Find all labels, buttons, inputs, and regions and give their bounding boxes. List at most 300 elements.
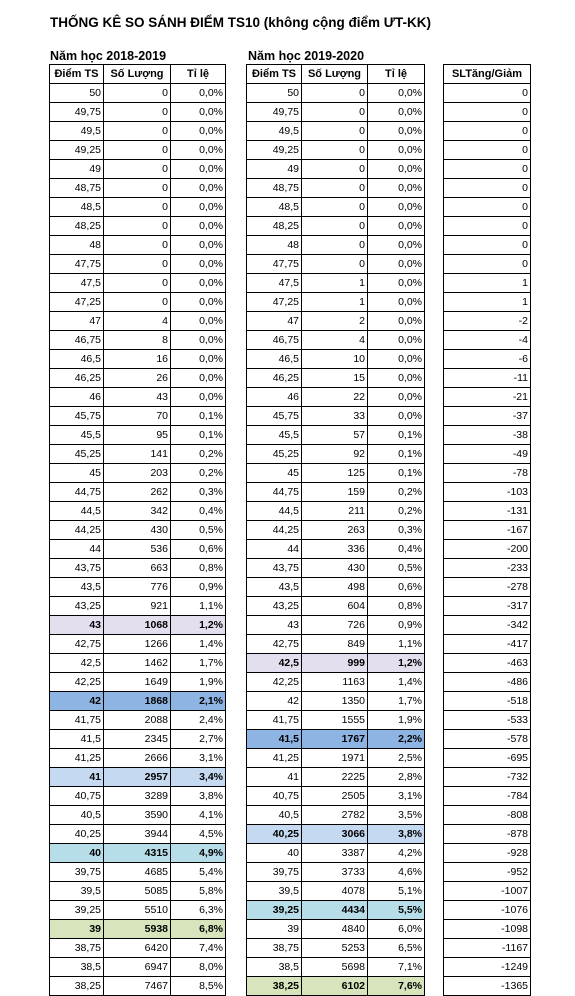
ratio-cell: 0,0% <box>368 179 425 198</box>
change-cell: 1 <box>444 293 531 312</box>
table-row <box>50 160 226 179</box>
table-row <box>444 901 531 920</box>
count-cell: 1649 <box>104 673 171 692</box>
count-cell: 125 <box>302 464 368 483</box>
header-ti-le: Tỉ lệ <box>171 65 226 84</box>
change-cell: -518 <box>444 692 531 711</box>
table-row <box>444 616 531 635</box>
count-cell: 0 <box>104 160 171 179</box>
table-row <box>50 578 226 597</box>
table-row <box>50 445 226 464</box>
ratio-cell: 2,4% <box>171 711 226 730</box>
table-row <box>247 236 425 255</box>
table-row <box>50 901 226 920</box>
table-row <box>50 787 226 806</box>
count-cell: 0 <box>104 179 171 198</box>
table-row <box>247 122 425 141</box>
table-row <box>444 711 531 730</box>
count-cell: 8 <box>104 331 171 350</box>
ratio-cell: 2,5% <box>368 749 425 768</box>
score-cell: 47 <box>50 312 104 331</box>
count-cell: 4315 <box>104 844 171 863</box>
ratio-cell: 0,9% <box>171 578 226 597</box>
count-cell: 70 <box>104 407 171 426</box>
score-cell: 44,75 <box>247 483 302 502</box>
score-cell: 39 <box>50 920 104 939</box>
count-cell: 336 <box>302 540 368 559</box>
score-cell: 44 <box>247 540 302 559</box>
table-2019-2020 <box>246 64 425 996</box>
table-row <box>247 711 425 730</box>
table-row <box>247 844 425 863</box>
table-row <box>247 692 425 711</box>
table-row <box>444 502 531 521</box>
ratio-cell: 0,0% <box>171 141 226 160</box>
table-row <box>444 350 531 369</box>
header-so-luong: Số Lượng <box>302 65 368 84</box>
ratio-cell: 0,0% <box>171 236 226 255</box>
table-row <box>50 179 226 198</box>
change-cell: -928 <box>444 844 531 863</box>
ratio-cell: 1,2% <box>171 616 226 635</box>
score-cell: 45,75 <box>247 407 302 426</box>
score-cell: 38,75 <box>50 939 104 958</box>
table-row <box>50 84 226 103</box>
ratio-cell: 0,8% <box>171 559 226 578</box>
table-row <box>50 521 226 540</box>
table-row <box>444 559 531 578</box>
table-row <box>444 578 531 597</box>
ratio-cell: 8,5% <box>171 977 226 996</box>
ratio-cell: 0,0% <box>171 369 226 388</box>
ratio-cell: 0,0% <box>368 255 425 274</box>
ratio-cell: 0,0% <box>171 103 226 122</box>
score-cell: 38,25 <box>50 977 104 996</box>
count-cell: 3590 <box>104 806 171 825</box>
score-cell: 44,75 <box>50 483 104 502</box>
table-row <box>247 806 425 825</box>
ratio-cell: 0,0% <box>368 103 425 122</box>
table-row <box>444 958 531 977</box>
count-cell: 0 <box>104 84 171 103</box>
score-cell: 46,75 <box>50 331 104 350</box>
score-cell: 40,25 <box>50 825 104 844</box>
change-cell: 0 <box>444 179 531 198</box>
ratio-cell: 0,2% <box>171 464 226 483</box>
table-row <box>247 255 425 274</box>
ratio-cell: 0,0% <box>368 293 425 312</box>
ratio-cell: 0,1% <box>368 464 425 483</box>
ratio-cell: 0,0% <box>171 84 226 103</box>
table-row <box>50 768 226 787</box>
table-row <box>444 692 531 711</box>
score-cell: 46,25 <box>50 369 104 388</box>
change-cell: 0 <box>444 236 531 255</box>
table-row <box>247 483 425 502</box>
table-row <box>444 673 531 692</box>
table-row <box>247 635 425 654</box>
table-row <box>247 654 425 673</box>
count-cell: 0 <box>302 141 368 160</box>
ratio-cell: 0,0% <box>171 388 226 407</box>
count-cell: 2666 <box>104 749 171 768</box>
score-cell: 48 <box>247 236 302 255</box>
count-cell: 4434 <box>302 901 368 920</box>
count-cell: 10 <box>302 350 368 369</box>
change-cell: -38 <box>444 426 531 445</box>
count-cell: 498 <box>302 578 368 597</box>
table-row <box>247 977 425 996</box>
count-cell: 726 <box>302 616 368 635</box>
count-cell: 22 <box>302 388 368 407</box>
score-cell: 48,75 <box>50 179 104 198</box>
count-cell: 0 <box>104 141 171 160</box>
table-row <box>247 768 425 787</box>
count-cell: 1767 <box>302 730 368 749</box>
change-cell: -103 <box>444 483 531 502</box>
change-cell: -342 <box>444 616 531 635</box>
ratio-cell: 0,5% <box>368 559 425 578</box>
count-cell: 1 <box>302 274 368 293</box>
ratio-cell: 0,0% <box>368 84 425 103</box>
table-row <box>50 141 226 160</box>
ratio-cell: 6,5% <box>368 939 425 958</box>
count-cell: 5938 <box>104 920 171 939</box>
count-cell: 3066 <box>302 825 368 844</box>
count-cell: 5510 <box>104 901 171 920</box>
count-cell: 33 <box>302 407 368 426</box>
count-cell: 663 <box>104 559 171 578</box>
table-row <box>444 483 531 502</box>
ratio-cell: 0,1% <box>171 426 226 445</box>
table-row <box>50 597 226 616</box>
change-cell: -200 <box>444 540 531 559</box>
table-row <box>50 939 226 958</box>
ratio-cell: 0,0% <box>171 198 226 217</box>
table-row <box>444 160 531 179</box>
count-cell: 0 <box>104 122 171 141</box>
table-row <box>444 540 531 559</box>
score-cell: 46,5 <box>247 350 302 369</box>
ratio-cell: 4,1% <box>171 806 226 825</box>
change-cell: -167 <box>444 521 531 540</box>
change-cell: -131 <box>444 502 531 521</box>
score-cell: 44,5 <box>247 502 302 521</box>
table-row <box>247 597 425 616</box>
table-row <box>50 331 226 350</box>
table-row <box>444 749 531 768</box>
table-row <box>247 426 425 445</box>
count-cell: 7467 <box>104 977 171 996</box>
change-cell: -533 <box>444 711 531 730</box>
count-cell: 4840 <box>302 920 368 939</box>
count-cell: 211 <box>302 502 368 521</box>
score-cell: 43 <box>50 616 104 635</box>
score-cell: 47,5 <box>50 274 104 293</box>
ratio-cell: 0,6% <box>368 578 425 597</box>
score-cell: 49,75 <box>247 103 302 122</box>
table-row <box>50 540 226 559</box>
score-cell: 43 <box>247 616 302 635</box>
ratio-cell: 0,5% <box>171 521 226 540</box>
ratio-cell: 0,2% <box>171 445 226 464</box>
count-cell: 43 <box>104 388 171 407</box>
score-cell: 44,25 <box>247 521 302 540</box>
table-row <box>247 217 425 236</box>
table-row <box>444 369 531 388</box>
score-cell: 41 <box>50 768 104 787</box>
table-row <box>50 749 226 768</box>
score-cell: 41 <box>247 768 302 787</box>
score-cell: 44,5 <box>50 502 104 521</box>
count-cell: 3944 <box>104 825 171 844</box>
ratio-cell: 7,4% <box>171 939 226 958</box>
change-cell: -1167 <box>444 939 531 958</box>
table-row <box>247 369 425 388</box>
table-row <box>50 692 226 711</box>
count-cell: 0 <box>302 160 368 179</box>
change-cell: -78 <box>444 464 531 483</box>
table-row <box>444 293 531 312</box>
score-cell: 41,75 <box>247 711 302 730</box>
ratio-cell: 5,8% <box>171 882 226 901</box>
table-row <box>50 730 226 749</box>
table-row <box>444 882 531 901</box>
ratio-cell: 0,9% <box>368 616 425 635</box>
ratio-cell: 1,4% <box>171 635 226 654</box>
change-cell: -578 <box>444 730 531 749</box>
table-row <box>50 274 226 293</box>
count-cell: 1163 <box>302 673 368 692</box>
ratio-cell: 0,0% <box>368 217 425 236</box>
score-cell: 47,75 <box>247 255 302 274</box>
ratio-cell: 6,8% <box>171 920 226 939</box>
change-cell: -417 <box>444 635 531 654</box>
table-row <box>247 502 425 521</box>
score-cell: 39 <box>247 920 302 939</box>
table-row <box>247 825 425 844</box>
header-ti-le: Tỉ lệ <box>368 65 425 84</box>
table-row <box>444 654 531 673</box>
count-cell: 4685 <box>104 863 171 882</box>
ratio-cell: 5,1% <box>368 882 425 901</box>
table-row <box>444 806 531 825</box>
count-cell: 6102 <box>302 977 368 996</box>
count-cell: 430 <box>302 559 368 578</box>
page-title: THỐNG KÊ SO SÁNH ĐIỂM TS10 (không cộng điểm ƯT-KK) <box>50 15 431 30</box>
ratio-cell: 1,9% <box>368 711 425 730</box>
table-row <box>247 787 425 806</box>
count-cell: 0 <box>302 198 368 217</box>
ratio-cell: 0,1% <box>368 445 425 464</box>
score-cell: 47,75 <box>50 255 104 274</box>
count-cell: 2088 <box>104 711 171 730</box>
ratio-cell: 7,6% <box>368 977 425 996</box>
ratio-cell: 0,0% <box>171 350 226 369</box>
ratio-cell: 0,0% <box>368 350 425 369</box>
count-cell: 536 <box>104 540 171 559</box>
table-row <box>444 103 531 122</box>
count-cell: 2 <box>302 312 368 331</box>
table-row <box>444 787 531 806</box>
ratio-cell: 0,0% <box>368 369 425 388</box>
score-cell: 48,5 <box>247 198 302 217</box>
change-cell: -1249 <box>444 958 531 977</box>
change-cell: -233 <box>444 559 531 578</box>
table-row <box>50 977 226 996</box>
score-cell: 43,75 <box>50 559 104 578</box>
count-cell: 0 <box>302 179 368 198</box>
score-cell: 48,75 <box>247 179 302 198</box>
count-cell: 0 <box>104 217 171 236</box>
table-row <box>247 388 425 407</box>
change-cell: 0 <box>444 141 531 160</box>
table-row <box>247 293 425 312</box>
change-cell: 0 <box>444 255 531 274</box>
count-cell: 57 <box>302 426 368 445</box>
count-cell: 3289 <box>104 787 171 806</box>
table-row <box>247 521 425 540</box>
score-cell: 38,75 <box>247 939 302 958</box>
table-row <box>50 236 226 255</box>
count-cell: 849 <box>302 635 368 654</box>
table-row <box>50 293 226 312</box>
count-cell: 1068 <box>104 616 171 635</box>
header-sl-tang-giam: SLTăng/Giảm <box>444 65 531 84</box>
count-cell: 1 <box>302 293 368 312</box>
count-cell: 1868 <box>104 692 171 711</box>
table-row <box>247 198 425 217</box>
score-cell: 43,5 <box>247 578 302 597</box>
score-cell: 44 <box>50 540 104 559</box>
change-cell: -486 <box>444 673 531 692</box>
ratio-cell: 2,1% <box>171 692 226 711</box>
score-cell: 42,25 <box>50 673 104 692</box>
year-2018-2019-label: Năm học 2018-2019 <box>50 49 167 63</box>
table-row <box>247 141 425 160</box>
score-cell: 46 <box>50 388 104 407</box>
score-cell: 42,75 <box>247 635 302 654</box>
table-row <box>444 863 531 882</box>
count-cell: 141 <box>104 445 171 464</box>
table-2018-2019 <box>49 64 226 996</box>
table-row <box>444 445 531 464</box>
table-row <box>50 882 226 901</box>
ratio-cell: 3,1% <box>171 749 226 768</box>
table-row <box>247 312 425 331</box>
score-cell: 39,5 <box>247 882 302 901</box>
count-cell: 2782 <box>302 806 368 825</box>
table-row <box>247 540 425 559</box>
score-cell: 47 <box>247 312 302 331</box>
table-row <box>247 464 425 483</box>
change-cell: -37 <box>444 407 531 426</box>
table-row <box>444 198 531 217</box>
score-cell: 43,75 <box>247 559 302 578</box>
change-cell: -2 <box>444 312 531 331</box>
score-cell: 50 <box>247 84 302 103</box>
ratio-cell: 0,4% <box>368 540 425 559</box>
ratio-cell: 0,0% <box>368 407 425 426</box>
score-cell: 43,25 <box>247 597 302 616</box>
change-cell: -952 <box>444 863 531 882</box>
table-row <box>50 464 226 483</box>
count-cell: 0 <box>302 103 368 122</box>
ratio-cell: 4,5% <box>171 825 226 844</box>
count-cell: 0 <box>104 103 171 122</box>
table-row <box>50 407 226 426</box>
change-cell: -732 <box>444 768 531 787</box>
table-row <box>247 901 425 920</box>
table-row <box>50 483 226 502</box>
count-cell: 15 <box>302 369 368 388</box>
table-row <box>444 179 531 198</box>
count-cell: 921 <box>104 597 171 616</box>
count-cell: 1462 <box>104 654 171 673</box>
ratio-cell: 0,0% <box>171 331 226 350</box>
ratio-cell: 0,0% <box>368 388 425 407</box>
change-cell: 0 <box>444 160 531 179</box>
ratio-cell: 1,9% <box>171 673 226 692</box>
table-row <box>444 977 531 996</box>
change-cell: -21 <box>444 388 531 407</box>
table-row <box>444 388 531 407</box>
table-row <box>247 673 425 692</box>
table-row <box>247 749 425 768</box>
score-cell: 38,5 <box>50 958 104 977</box>
score-cell: 50 <box>50 84 104 103</box>
count-cell: 4 <box>104 312 171 331</box>
ratio-cell: 3,8% <box>171 787 226 806</box>
score-cell: 41,75 <box>50 711 104 730</box>
ratio-cell: 7,1% <box>368 958 425 977</box>
count-cell: 263 <box>302 521 368 540</box>
table-row <box>50 103 226 122</box>
table-row <box>444 407 531 426</box>
table-row <box>444 521 531 540</box>
header-diem-ts: Điểm TS <box>50 65 104 84</box>
table-row <box>50 559 226 578</box>
count-cell: 5698 <box>302 958 368 977</box>
table-row <box>247 882 425 901</box>
table-row <box>50 255 226 274</box>
count-cell: 3733 <box>302 863 368 882</box>
header-diem-ts: Điểm TS <box>247 65 302 84</box>
table-row <box>247 331 425 350</box>
count-cell: 3387 <box>302 844 368 863</box>
count-cell: 1266 <box>104 635 171 654</box>
change-cell: -463 <box>444 654 531 673</box>
score-cell: 48 <box>50 236 104 255</box>
ratio-cell: 3,5% <box>368 806 425 825</box>
score-cell: 40,25 <box>247 825 302 844</box>
change-cell: -695 <box>444 749 531 768</box>
ratio-cell: 0,3% <box>368 521 425 540</box>
table-row <box>50 635 226 654</box>
score-cell: 40 <box>50 844 104 863</box>
ratio-cell: 0,0% <box>368 331 425 350</box>
score-cell: 46,5 <box>50 350 104 369</box>
count-cell: 0 <box>104 236 171 255</box>
score-cell: 40,5 <box>50 806 104 825</box>
score-cell: 48,25 <box>50 217 104 236</box>
table-row <box>444 464 531 483</box>
table-row <box>50 806 226 825</box>
score-cell: 48,5 <box>50 198 104 217</box>
ratio-cell: 0,0% <box>171 217 226 236</box>
table-row <box>444 217 531 236</box>
score-cell: 42,5 <box>50 654 104 673</box>
